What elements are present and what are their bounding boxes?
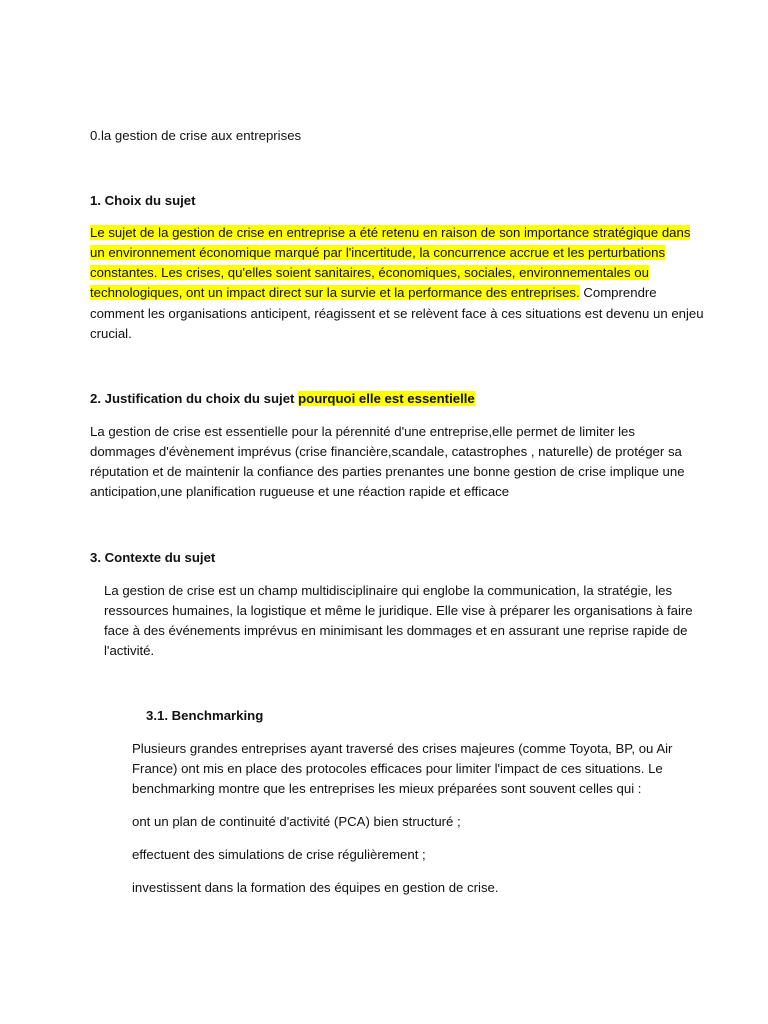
section-2-line-3: réputation et de maintenir la confiance des parties prenantes une bonne gestion de crise implique une — [90, 464, 685, 479]
section-2-heading-highlight: pourquoi elle est essentielle — [298, 391, 475, 406]
section-2-heading-text: 2. Justification du choix du sujet — [90, 391, 299, 406]
section-3-heading: 3. Contexte du sujet — [90, 550, 216, 565]
section-2-heading — [90, 389, 475, 409]
section-3-line-1: La gestion de crise est un champ multidisciplinaire qui englobe la communication, la stratégie, les — [104, 583, 673, 598]
section-3-line-3: face à des événements imprévus en minimisant les dommages et en assurant une reprise rapide de — [104, 623, 688, 638]
section-1-line-2 — [90, 243, 665, 263]
section-1-line-3 — [90, 263, 649, 283]
section-3-line-2: ressources humaines, la logistique et même le juridique. Elle vise à préparer les organisations à faire — [104, 603, 693, 618]
section-1-line-1 — [90, 223, 690, 243]
section-3-1-line-3: benchmarking montre que les entreprises les mieux préparées sont souvent celles qui : — [132, 781, 642, 796]
section-1-line-4 — [90, 283, 657, 303]
highlight-text: un environnement économique marqué par l'incertitude, la concurrence accrue et les perturbations — [90, 245, 666, 260]
document-title: 0.la gestion de crise aux entreprises — [90, 128, 302, 143]
benchmark-item: ont un plan de continuité d'activité (PCA) bien structuré ; — [132, 814, 461, 829]
section-2-line-4: anticipation,une planification rugueuse et une réaction rapide et efficace — [90, 484, 510, 499]
section-1-line-4-rest: Comprendre — [579, 285, 657, 300]
highlight-text: constantes. Les crises, qu'elles soient sanitaires, économiques, sociales, environnementales ou — [90, 265, 649, 280]
benchmark-item: effectuent des simulations de crise régulièrement ; — [132, 847, 426, 862]
section-2-line-2: dommages d'évènement imprévus (crise financière,scandale, catastrophes , naturelle) de protéger sa — [90, 444, 682, 459]
section-1-heading: 1. Choix du sujet — [90, 193, 196, 208]
section-1-line-5: comment les organisations anticipent, réagissent et se relèvent face à ces situations est devenu un enjeu — [90, 306, 704, 321]
section-3-1-line-1: Plusieurs grandes entreprises ayant traversé des crises majeures (comme Toyota, BP, ou Air — [132, 741, 673, 756]
section-3-1-heading: 3.1. Benchmarking — [146, 708, 264, 723]
highlight-text: Le sujet de la gestion de crise en entreprise a été retenu en raison de son importance stratégique dans — [90, 225, 691, 240]
section-1-line-6: crucial. — [90, 326, 132, 341]
section-2-line-1: La gestion de crise est essentielle pour la pérennité d'une entreprise,elle permet de limiter les — [90, 424, 635, 439]
benchmark-item: investissent dans la formation des équipes en gestion de crise. — [132, 880, 499, 895]
section-3-1-line-2: France) ont mis en place des protocoles efficaces pour limiter l'impact de ces situations. Le — [132, 761, 663, 776]
highlight-text: technologiques, ont un impact direct sur la survie et la performance des entreprises. — [90, 285, 580, 300]
section-3-line-4: l'activité. — [104, 643, 155, 658]
